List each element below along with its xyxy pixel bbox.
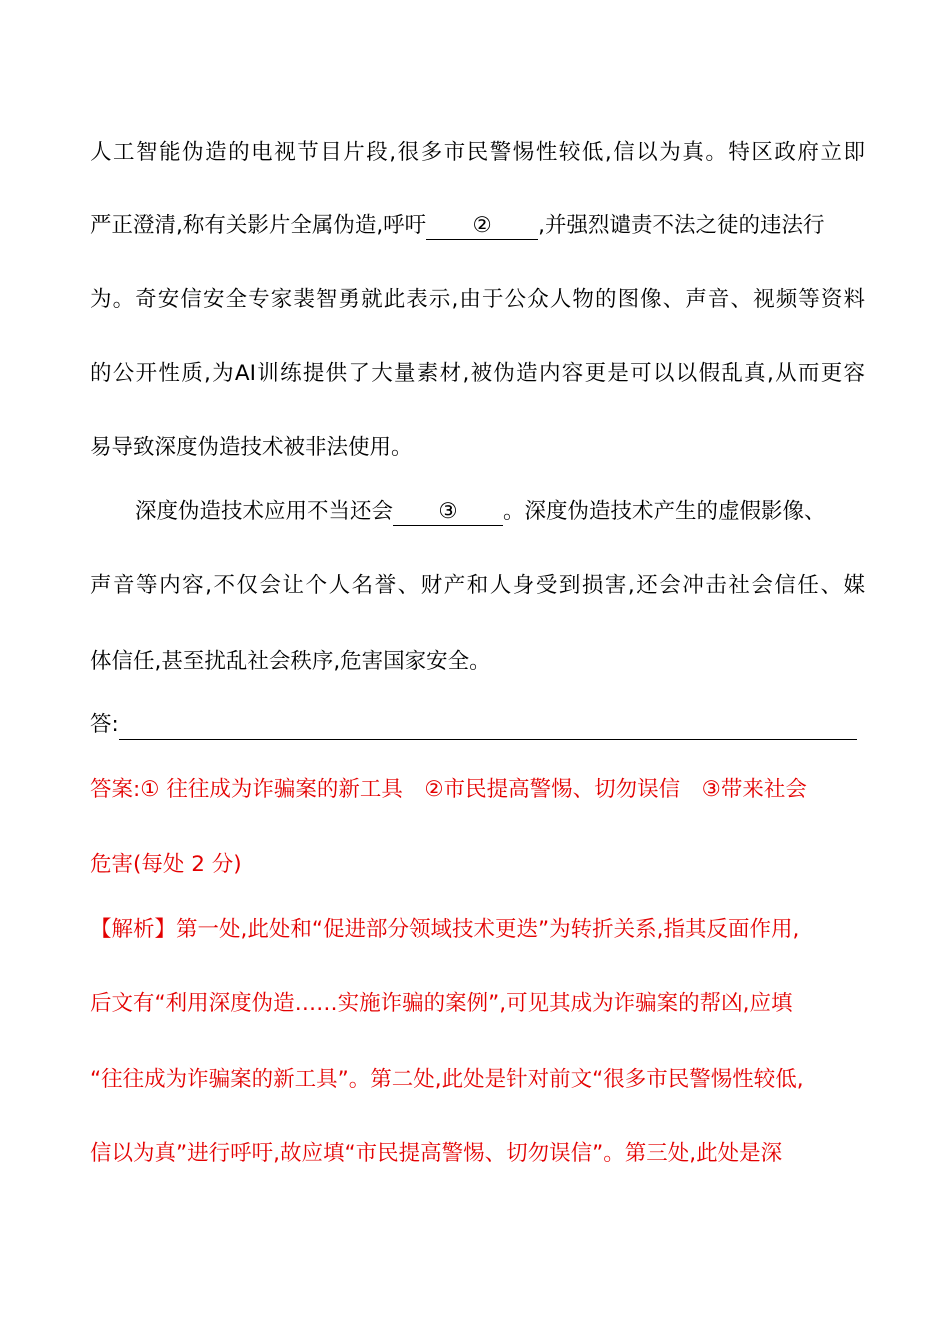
blank-number: ③ xyxy=(438,499,458,524)
blank-number: ② xyxy=(472,213,492,238)
passage-text: 易导致深度伪造技术被非法使用。 xyxy=(90,435,413,460)
analysis-text: 【解析】第一处,此处和“促进部分领域技术更迭”为转折关系,指其反面作用, xyxy=(90,917,800,942)
passage-text: 体信任,甚至扰乱社会秩序,危害国家安全。 xyxy=(90,649,491,674)
passage-line-8 xyxy=(90,647,865,677)
answer-line-2 xyxy=(90,850,865,880)
analysis-line-3 xyxy=(90,1065,865,1095)
answer-input-row xyxy=(90,710,865,740)
passage-line-1 xyxy=(90,138,865,168)
fill-blank-2[interactable] xyxy=(426,213,538,240)
passage-text: 人工智能伪造的电视节目片段,很多市民警惕性较低,信以为真。特区政府立即 xyxy=(90,140,865,165)
analysis-line-1 xyxy=(90,915,865,945)
answer-text: 危害(每处 2 分) xyxy=(90,852,242,877)
passage-line-6 xyxy=(135,497,865,527)
passage-text: 为。奇安信安全专家裴智勇就此表示,由于公众人物的图像、声音、视频等资料 xyxy=(90,287,865,312)
passage-text: 深度伪造技术应用不当还会 xyxy=(135,499,394,524)
passage-line-3 xyxy=(90,285,865,315)
answer-line-1 xyxy=(90,775,865,805)
passage-text: ,并强烈谴责不法之徒的违法行 xyxy=(538,213,825,238)
analysis-text: “往往成为诈骗案的新工具”。第二处,此处是针对前文“很多市民警惕性较低, xyxy=(90,1067,804,1092)
passage-text: 声音等内容,不仅会让个人名誉、财产和人身受到损害,还会冲击社会信任、媒 xyxy=(90,573,865,598)
fill-blank-3[interactable] xyxy=(393,499,503,526)
answer-input-line[interactable] xyxy=(119,713,857,740)
passage-text: 的公开性质,为AI训练提供了大量素材,被伪造内容更是可以以假乱真,从而更容 xyxy=(90,361,865,386)
passage-text: 。深度伪造技术产生的虚假影像、 xyxy=(503,499,826,524)
passage-line-7 xyxy=(90,571,865,601)
answer-text: 答案:① 往往成为诈骗案的新工具 ②市民提高警惕、切勿误信 ③带来社会 xyxy=(90,777,807,802)
analysis-line-4 xyxy=(90,1139,865,1169)
answer-prompt-label: 答: xyxy=(90,712,119,737)
analysis-line-2 xyxy=(90,989,865,1019)
analysis-text: 信以为真”进行呼吁,故应填“市民提高警惕、切勿误信”。第三处,此处是深 xyxy=(90,1141,783,1166)
passage-line-5 xyxy=(90,433,865,463)
passage-line-4 xyxy=(90,359,865,389)
analysis-text: 后文有“利用深度伪造……实施诈骗的案例”,可见其成为诈骗案的帮凶,应填 xyxy=(90,991,793,1016)
passage-line-2 xyxy=(90,211,865,241)
passage-text: 严正澄清,称有关影片全属伪造,呼吁 xyxy=(90,213,427,238)
